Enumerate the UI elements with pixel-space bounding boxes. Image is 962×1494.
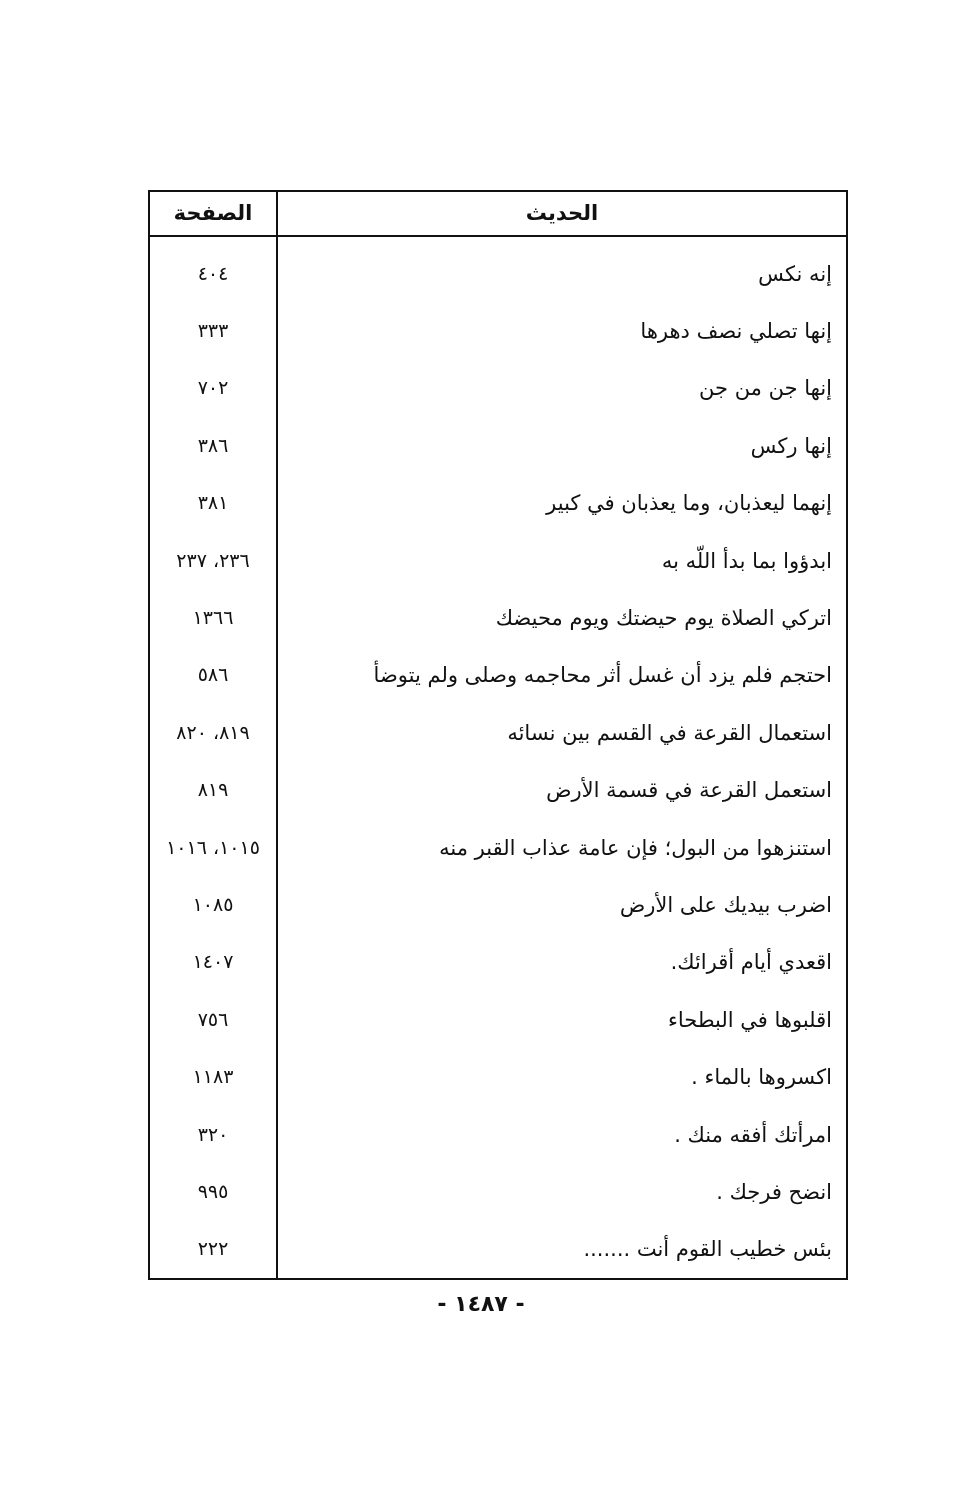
page-number-cell: ٨١٩، ٨٢٠: [176, 721, 250, 744]
hadith-text-cell: إنها ركس: [750, 433, 832, 458]
hadith-text-cell: انضح فرجك .: [716, 1179, 832, 1204]
page-number-cell: ٢٢٢: [197, 1238, 229, 1261]
hadith-text-cell: استعمال القرعة في القسم بين نسائه: [507, 720, 832, 745]
hadith-text-cell: استعمل القرعة في قسمة الأرض: [546, 778, 832, 803]
hadith-column-rows: [278, 237, 846, 1278]
hadith-text-cell: ابدؤوا بما بدأ اللّه به: [661, 548, 832, 573]
hadith-text-cell: إنهما ليعذبان، وما يعذبان في كبير: [546, 491, 832, 516]
page-number-cell: ٤٠٤: [197, 262, 229, 285]
page-column-rows: [150, 237, 276, 1278]
hadith-column: [278, 192, 846, 1278]
hadith-text-cell: اقعدي أيام أقرائك.: [670, 950, 832, 975]
hadith-text-cell: إنها جن من جن: [699, 376, 832, 401]
page-number: - ١٤٨٧ -: [437, 1292, 525, 1317]
page-number-cell: ٧٠٢: [197, 377, 229, 400]
page-number-cell: ٣٢٠: [197, 1123, 229, 1146]
hadith-text-cell: امرأتك أفقه منك .: [674, 1122, 832, 1147]
hadith-text-cell: اكسروها بالماء .: [691, 1065, 832, 1090]
page-number-cell: ٥٨٦: [197, 664, 229, 687]
hadith-text-cell: اضرب بيديك على الأرض: [619, 892, 832, 917]
hadith-column-header: الحديث: [278, 192, 846, 237]
hadith-text-cell: احتجم فلم يزد أن غسل أثر محاجمه وصلى ولم يتوضأ: [373, 663, 832, 688]
hadith-text-cell: اتركي الصلاة يوم حيضتك ويوم محيضك: [495, 606, 832, 630]
page-number-cell: ٨١٩: [197, 779, 229, 802]
page-number-cell: ٧٥٦: [197, 1008, 229, 1031]
page-number-cell: ٣٨٦: [197, 434, 229, 457]
page-number-cell: ١٤٠٧: [192, 951, 234, 974]
page-number-cell: ٣٣٣: [197, 320, 229, 343]
hadith-text-cell: اقلبوها في البطحاء: [667, 1007, 832, 1032]
hadith-text-cell: إنها تصلي نصف دهرها: [640, 319, 832, 344]
page-column-header: الصفحة: [150, 192, 276, 237]
page-number-cell: ١٣٦٦: [192, 607, 234, 629]
hadith-text-cell: إنه نكس: [758, 261, 832, 286]
page-number-cell: ١٠٨٥: [192, 893, 234, 916]
hadith-text-cell: استنزهوا من البول؛ فإن عامة عذاب القبر منه: [439, 835, 832, 860]
page-column: [150, 192, 278, 1278]
page-number-cell: ١١٨٣: [192, 1066, 234, 1089]
page-number-cell: ٣٨١: [197, 492, 229, 515]
hadith-index-table: [148, 190, 848, 1280]
page-number-cell: ١٠١٥، ١٠١٦: [166, 836, 260, 859]
page-number-cell: ٩٩٥: [197, 1180, 229, 1203]
hadith-text-cell: بئس خطيب القوم أنت .......: [583, 1237, 832, 1262]
page-number-cell: ٢٣٦، ٢٣٧: [176, 549, 250, 572]
